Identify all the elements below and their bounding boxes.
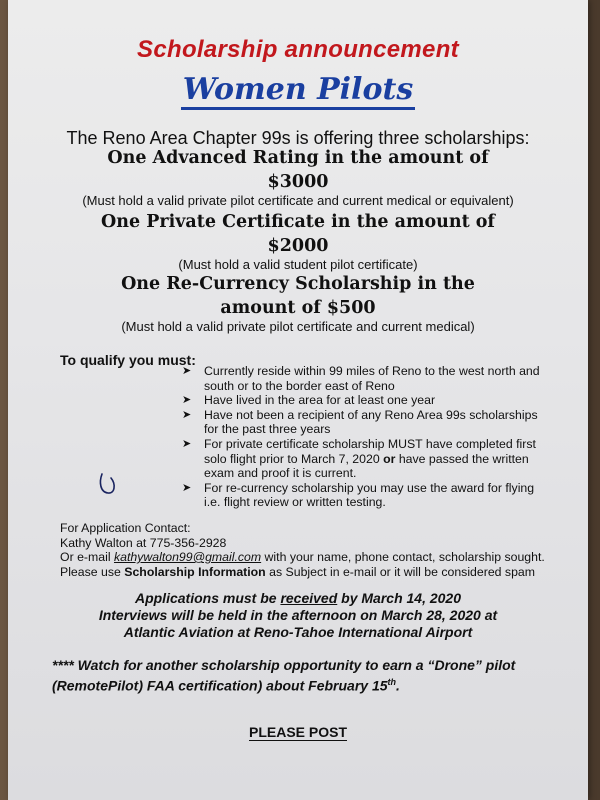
list-item [182, 393, 542, 408]
scholarship-3-amount: amount of $500 [220, 298, 376, 318]
subject-text: Scholarship Information [124, 564, 266, 579]
handwritten-check-icon [96, 468, 122, 498]
email-prefix: Or e-mail [60, 550, 114, 564]
scholarship-2-requirement: (Must hold a valid student pilot certificate) [178, 257, 418, 272]
list-item [182, 437, 542, 481]
scholarship-1-amount: $3000 [267, 172, 329, 192]
arrow-bullet-icon: ➤ [182, 481, 192, 494]
scholarship-2-amount: $2000 [267, 236, 329, 256]
qualify-title: To qualify you must: [60, 352, 196, 368]
arrow-bullet-icon: ➤ [182, 365, 192, 377]
qualify-item-text: Have lived in the area for at least one year [204, 393, 436, 408]
list-item [182, 481, 542, 510]
arrow-bullet-icon: ➤ [182, 408, 192, 421]
qualify-item-text: Currently reside within 99 miles of Reno to the west north and south or to the border east of Reno [204, 364, 540, 393]
drone-end: . [396, 677, 400, 694]
arrow-bullet-icon: ➤ [182, 394, 192, 407]
drone-superscript: th [387, 677, 397, 687]
qualify-item-emphasis: or [383, 451, 396, 466]
title-heading [8, 72, 588, 107]
please-post-text: PLEASE POST [248, 724, 348, 740]
deadline-text: Applications must be [134, 590, 281, 606]
drone-line-2 [52, 674, 552, 695]
subject-prefix: Please use [60, 564, 125, 579]
arrow-bullet-icon: ➤ [182, 437, 192, 450]
drone-notice [52, 657, 552, 695]
qualify-item-text: have passed the written exam and proof it is current. [204, 451, 529, 481]
deadline-text: by March 14, 2020 [337, 590, 462, 606]
deadline-line-2: Interviews will be held in the afternoon on March 28, 2020 at [98, 607, 498, 623]
email-link[interactable]: kathywalton99@gmail.com [113, 550, 262, 564]
email-suffix: with your name, phone contact, scholarship sought. [261, 550, 545, 564]
qualify-item-text: Have not been a recipient of any Reno Area 99s scholarships for the past three years [204, 407, 538, 437]
list-item [182, 408, 542, 437]
deadline-line-1 [8, 590, 588, 607]
scholarship-2-line1: One Private Certificate in the amount of [101, 212, 495, 232]
qualify-item-text: For re-currency scholarship you may use the award for flying i.e. flight review or written testing. [204, 480, 535, 510]
qualify-list [182, 364, 542, 510]
contact-subject-line [60, 565, 580, 580]
contact-email-line [60, 550, 580, 565]
qualify-item-text: For private certificate scholarship MUST have completed first solo flight prior to March 7, 2020 [204, 436, 536, 466]
flyer-page [8, 0, 588, 800]
deadlines-section [8, 590, 588, 641]
title-text: Women Pilots [181, 72, 415, 110]
scholarship-3-requirement: (Must hold a valid private pilot certificate and current medical) [121, 319, 475, 334]
subject-suffix: as Subject in e-mail or it will be considered spam [265, 564, 535, 579]
please-post-footer [8, 724, 588, 740]
drone-text: (RemotePilot) FAA certification) about February 15 [52, 677, 388, 694]
scholarship-1-line1: One Advanced Rating in the amount of [107, 148, 489, 168]
intro-text: The Reno Area Chapter 99s is offering three scholarships: [66, 128, 530, 148]
announcement-heading: Scholarship announcement [137, 36, 459, 63]
list-item [182, 364, 542, 393]
deadline-line-3: Atlantic Aviation at Reno-Tahoe International Airport [123, 624, 473, 640]
contact-heading: For Application Contact: [60, 521, 191, 535]
scholarship-1-requirement: (Must hold a valid private pilot certificate and current medical or equivalent) [82, 193, 514, 208]
drone-line-1: **** Watch for another scholarship opportunity to earn a “Drone” pilot [52, 657, 516, 673]
contact-name-phone: Kathy Walton at 775-356-2928 [60, 535, 227, 550]
contact-section [60, 521, 580, 579]
scholarship-3-line1: One Re-Currency Scholarship in the [121, 274, 475, 294]
received-emphasis: received [280, 590, 338, 606]
